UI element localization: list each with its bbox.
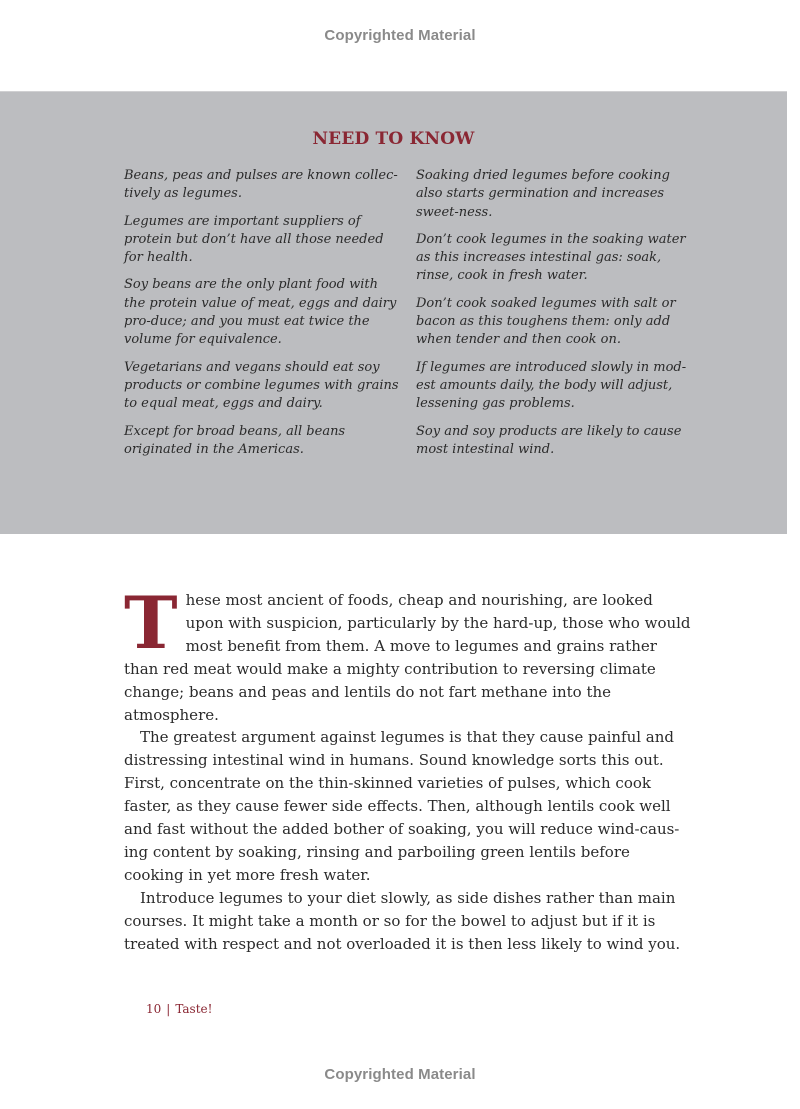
body-paragraph: [124, 580, 694, 726]
box-right-column: [416, 167, 696, 468]
need-to-know-box: [0, 91, 787, 534]
copyright-watermark-top: Copyrighted Material: [324, 27, 476, 44]
page-footer: [146, 1002, 212, 1016]
running-title: Taste!: [175, 1002, 213, 1016]
footer-separator: |: [166, 1002, 171, 1016]
page-number: 10: [146, 1002, 162, 1016]
box-fact: Soy and soy products are likely to cause most intestinal wind.: [416, 423, 682, 457]
copyright-watermark-bottom: Copyrighted Material: [324, 1066, 476, 1083]
box-title: NEED TO KNOW: [312, 129, 475, 149]
box-fact: Soaking dried legumes before cooking also starts germination and increases sweet-ness.: [416, 168, 670, 220]
box-fact: If legumes are introduced slowly in mod-est amounts daily, the body will adjust, lessening gas problems.: [416, 359, 687, 412]
body-text: [124, 580, 694, 956]
box-fact: Legumes are important suppliers of protein but don’t have all those needed for health.: [124, 213, 384, 266]
box-fact: Don’t cook soaked legumes with salt or bacon as this toughens them: only add when tender and then cook on.: [416, 295, 676, 348]
paragraph-text: hese most ancient of foods, cheap and nourishing, are looked upon with suspicion, particularly by the hard-up, those who would most benefit from them. A move to legumes and grains rather than red meat would make a mighty contribution to reversing climate change; beans and peas and lentils do not fart methane into the atmosphere.: [124, 591, 691, 724]
box-fact: Vegetarians and vegans should eat soy products or combine legumes with grains to equal meat, eggs and dairy.: [124, 359, 399, 412]
box-left-column: [124, 167, 401, 468]
body-paragraph: Introduce legumes to your diet slowly, as side dishes rather than main courses. It might take a month or so for the bowel to adjust but if it is treated with respect and not overloaded it is then less likely to wind you.: [124, 888, 681, 953]
box-fact: Except for broad beans, all beans originated in the Americas.: [124, 423, 346, 457]
box-fact: Beans, peas and pulses are known collec-tively as legumes.: [124, 168, 398, 202]
box-fact: Soy beans are the only plant food with the protein value of meat, eggs and dairy pro-duce; and you must eat twice the volume for equivalence.: [124, 277, 397, 348]
box-fact: Don’t cook legumes in the soaking water as this increases intestinal gas: soak, rinse, cook in fresh water.: [416, 231, 686, 284]
drop-cap: T: [124, 580, 178, 665]
body-paragraph: The greatest argument against legumes is that they cause painful and distressing intestinal wind in humans. Sound knowledge sorts this out. First, concentrate on the thin-skinned varieties of pulses, which cook faster, as they cause fewer side effects. Then, although lentils cook well and fast without the added bother of soaking, you will reduce wind-caus-ing content by soaking, rinsing and parboiling green lentils before cooking in yet more fresh water.: [124, 728, 680, 884]
